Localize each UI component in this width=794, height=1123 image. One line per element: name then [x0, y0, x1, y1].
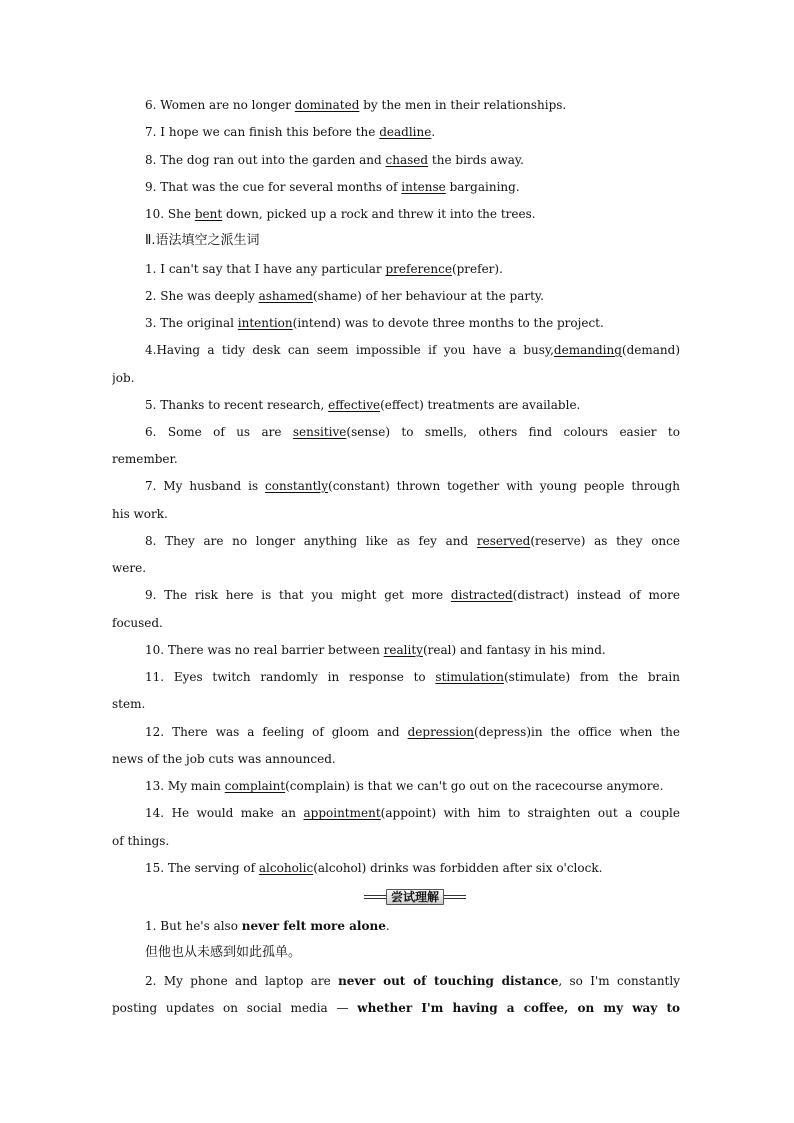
sentence-continuation: his work. [112, 507, 168, 521]
sentence-item: 5. Thanks to recent research, effective(effect) treatments are available. [145, 398, 581, 412]
sentence-item: 8. The dog ran out into the garden and chased the birds away. [145, 153, 524, 167]
sentence-item: 1. I can't say that I have any particular preference(prefer). [145, 262, 503, 276]
banner-rule-right [444, 895, 466, 899]
sentence-continuation: of things. [112, 834, 170, 848]
sentence-item: 13. My main complaint(complain) is that we can't go out on the racecourse anymore. [145, 779, 664, 793]
answer-word: appointment [303, 806, 381, 820]
sentence-item: 14. He would make an appointment(appoint) with him to straighten out a couple [145, 806, 680, 820]
section-heading: Ⅱ.语法填空之派生词 [145, 233, 260, 248]
answer-word: intense [401, 180, 446, 194]
sentence-item: 6. Women are no longer dominated by the men in their relationships. [145, 98, 567, 112]
answer-word: dominated [294, 98, 360, 112]
answer-word: sensitive [292, 425, 347, 439]
sentence-continuation: news of the job cuts was announced. [112, 752, 336, 766]
sentence-continuation: remember. [112, 452, 178, 466]
sentence-item: 4.Having a tidy desk can seem impossible if you have a busy,demanding(demand) [145, 343, 680, 357]
answer-word: reserved [476, 534, 531, 548]
sentence-item: 11. Eyes twitch randomly in response to stimulation(stimulate) from the brain [145, 670, 680, 684]
sentence-item: 8. They are no longer anything like as fey and reserved(reserve) as they once [145, 534, 680, 548]
sentence-item: 15. The serving of alcoholic(alcohol) drinks was forbidden after six o'clock. [145, 861, 603, 875]
sentence-item: 6. Some of us are sensitive(sense) to smells, others find colours easier to [145, 425, 680, 439]
answer-word: deadline [379, 125, 432, 139]
answer-word: ashamed [258, 289, 313, 303]
answer-word: complaint [224, 779, 286, 793]
banner-label: 尝试理解 [386, 889, 444, 905]
sentence-item: 7. I hope we can finish this before the deadline. [145, 125, 436, 139]
sentence-continuation: focused. [112, 616, 163, 630]
sentence-continuation: stem. [112, 697, 146, 711]
answer-word: intention [237, 316, 293, 330]
bold-phrase: whether I'm having a coffee, on my way to [357, 1001, 680, 1015]
answer-word: distracted [450, 588, 513, 602]
sentence-continuation: were. [112, 561, 147, 575]
answer-word: bent [194, 207, 223, 221]
answer-word: chased [385, 153, 429, 167]
sentence-item: 1. But he's also never felt more alone. [145, 919, 390, 933]
answer-word: effective [328, 398, 381, 412]
sentence-item: 3. The original intention(intend) was to devote three months to the project. [145, 316, 604, 330]
sentence-item: 9. The risk here is that you might get more distracted(distract) instead of more [145, 588, 680, 602]
sentence-continuation: job. [112, 371, 135, 385]
sentence-item: 10. There was no real barrier between reality(real) and fantasy in his mind. [145, 643, 606, 657]
sentence-item: 2. She was deeply ashamed(shame) of her behaviour at the party. [145, 289, 544, 303]
answer-word: demanding [553, 343, 622, 357]
answer-word: depression [407, 725, 475, 739]
sentence-item: 2. My phone and laptop are never out of touching distance, so I'm constantly [145, 974, 680, 988]
bold-phrase: never felt more alone [241, 919, 386, 933]
banner-rule-left [364, 895, 386, 899]
sentence-item: 10. She bent down, picked up a rock and threw it into the trees. [145, 207, 536, 221]
answer-word: alcoholic [258, 861, 314, 875]
sentence-item: 7. My husband is constantly(constant) thrown together with young people through [145, 479, 680, 493]
answer-word: constantly [265, 479, 329, 493]
bold-phrase: never out of touching distance [338, 974, 559, 988]
answer-word: stimulation [435, 670, 504, 684]
answer-word: reality [383, 643, 423, 657]
section-banner [364, 889, 466, 905]
sentence-item: 12. There was a feeling of gloom and depression(depress)in the office when the [145, 725, 680, 739]
sentence-item: 9. That was the cue for several months of intense bargaining. [145, 180, 520, 194]
sentence-continuation: posting updates on social media — whether I'm having a coffee, on my way to [112, 1001, 680, 1015]
translation: 但他也从未感到如此孤单。 [145, 945, 302, 960]
answer-word: preference [385, 262, 452, 276]
